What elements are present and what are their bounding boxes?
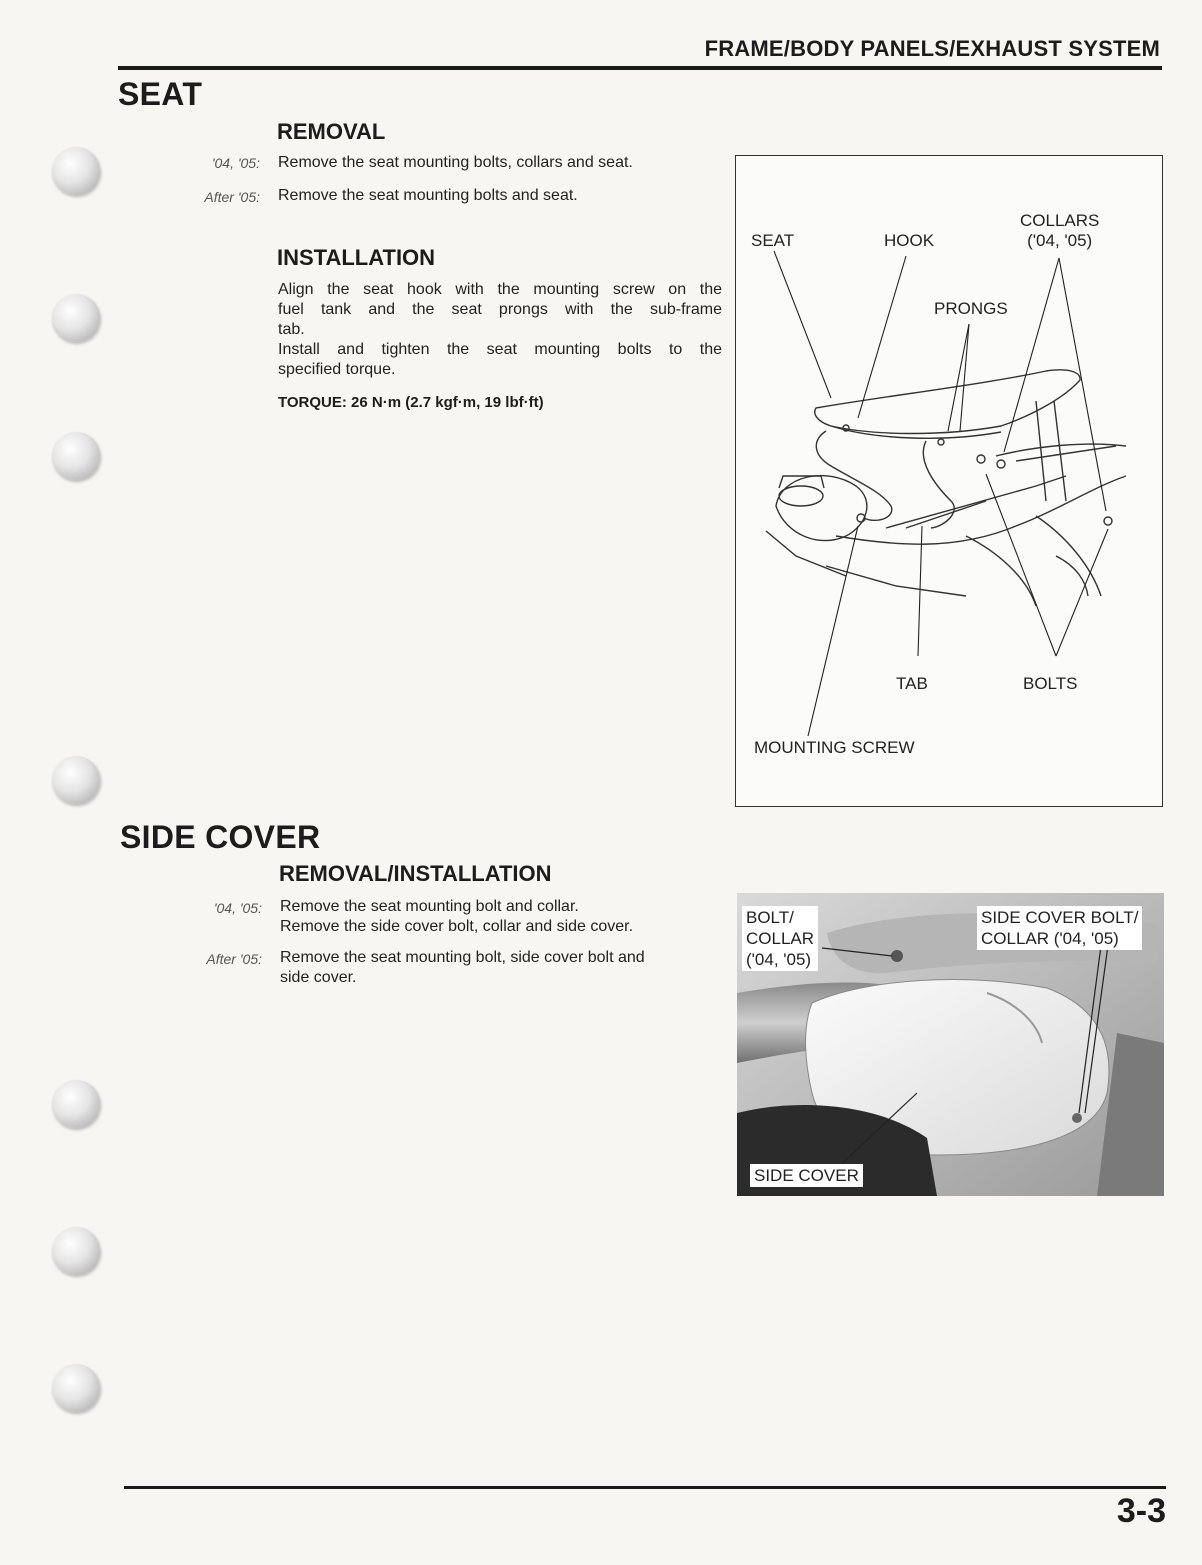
label-bolts: BOLTS xyxy=(1023,674,1078,693)
model-note: '04, '05: xyxy=(211,155,260,171)
text-line: tab. xyxy=(278,321,305,338)
side-cover-step xyxy=(280,948,645,988)
label-line: COLLAR xyxy=(746,929,815,948)
label-line: ('04, '05) xyxy=(1027,231,1093,250)
removal-step: Remove the seat mounting bolts, collars and seat. xyxy=(278,154,633,171)
removal-installation-heading: REMOVAL/INSTALLATION xyxy=(279,861,552,886)
label-bolt-collar xyxy=(742,906,818,971)
binder-hole xyxy=(52,147,100,195)
binder-hole xyxy=(52,432,100,480)
model-note: After '05: xyxy=(204,189,260,205)
mounting-screw-leader xyxy=(808,526,858,736)
collar-bolt xyxy=(997,460,1005,468)
side-cover-step xyxy=(280,897,633,937)
sub-frame xyxy=(886,476,1066,528)
fuel-tank xyxy=(776,476,867,541)
label-tab: TAB xyxy=(896,674,928,693)
hook-leader xyxy=(858,256,906,418)
prongs-leader xyxy=(948,324,969,431)
label-line: COLLAR ('04, '05) xyxy=(981,929,1119,948)
binder-hole xyxy=(52,756,100,804)
removal-heading: REMOVAL xyxy=(277,119,386,144)
tab-leader xyxy=(918,526,922,656)
page-number: 3-3 xyxy=(1116,1492,1166,1530)
text-line: Remove the side cover bolt, collar and side cover. xyxy=(280,918,634,935)
seat-edge xyxy=(831,426,1001,438)
rear-bolt xyxy=(1104,517,1112,525)
seat-leader xyxy=(774,251,831,398)
label-mounting-screw: MOUNTING SCREW xyxy=(754,738,915,757)
binder-hole xyxy=(52,1364,100,1412)
label-side-cover-bolt xyxy=(977,906,1142,950)
text-line: Align the seat hook with the mounting screw on the xyxy=(278,281,722,298)
label-line: ('04, '05) xyxy=(746,950,812,969)
installation-heading: INSTALLATION xyxy=(277,245,436,270)
label-line: COLLARS xyxy=(1020,211,1100,230)
seat-shape xyxy=(815,370,1080,434)
seat-illustration xyxy=(736,156,1162,806)
torque-spec: TORQUE: 26 N·m (2.7 kgf·m, 19 lbf·ft) xyxy=(278,394,544,411)
label-seat: SEAT xyxy=(751,231,795,250)
model-note: '04, '05: xyxy=(213,900,262,916)
side-cover-photo xyxy=(737,893,1164,1196)
shock-line xyxy=(1054,401,1066,501)
engine-line xyxy=(766,531,846,576)
side-cover-section-title: SIDE COVER xyxy=(120,819,321,855)
text-line: specified torque. xyxy=(278,361,396,378)
side-panel-line xyxy=(1036,516,1101,596)
rear-wire xyxy=(923,441,954,528)
text-line: Remove the seat mounting bolt and collar. xyxy=(280,898,579,915)
removal-step: Remove the seat mounting bolts and seat. xyxy=(278,187,578,204)
chapter-header: FRAME/BODY PANELS/EXHAUST SYSTEM xyxy=(704,36,1160,61)
prong-point xyxy=(938,439,944,445)
side-panel-line xyxy=(966,536,1036,606)
collars-leader xyxy=(1004,258,1059,452)
installation-instructions xyxy=(278,280,722,380)
label-side-cover: SIDE COVER xyxy=(750,1164,863,1187)
text-line: side cover. xyxy=(280,969,357,986)
header-rule xyxy=(118,66,1162,70)
seat-section-title: SEAT xyxy=(118,76,203,112)
model-note: After '05: xyxy=(206,951,262,967)
sub-frame-tab xyxy=(906,501,986,528)
bolt-collar xyxy=(891,950,903,962)
binder-hole xyxy=(52,294,100,342)
collar-bolt xyxy=(977,455,985,463)
frame-rail xyxy=(836,476,1126,544)
seat-diagram xyxy=(735,155,1163,807)
fuel-cap xyxy=(779,486,823,506)
text-line: Install and tighten the seat mounting bolts to the xyxy=(278,341,722,358)
binder-hole xyxy=(52,1227,100,1275)
label-line: SIDE COVER BOLT/ xyxy=(981,908,1139,927)
side-cover-bolt xyxy=(1072,1113,1082,1123)
binder-hole xyxy=(52,1080,100,1128)
prongs-leader xyxy=(960,324,969,431)
label-collars xyxy=(1020,211,1099,251)
label-prongs: PRONGS xyxy=(934,299,1008,318)
text-line: Remove the seat mounting bolt, side cover bolt and xyxy=(280,949,645,966)
footer-rule xyxy=(124,1486,1166,1489)
collars-leader xyxy=(1059,258,1106,511)
text-line: fuel tank and the seat prongs with the sub-frame xyxy=(278,301,722,318)
bolts-leader xyxy=(986,474,1056,656)
label-line: BOLT/ xyxy=(746,908,794,927)
label-hook: HOOK xyxy=(884,231,935,250)
